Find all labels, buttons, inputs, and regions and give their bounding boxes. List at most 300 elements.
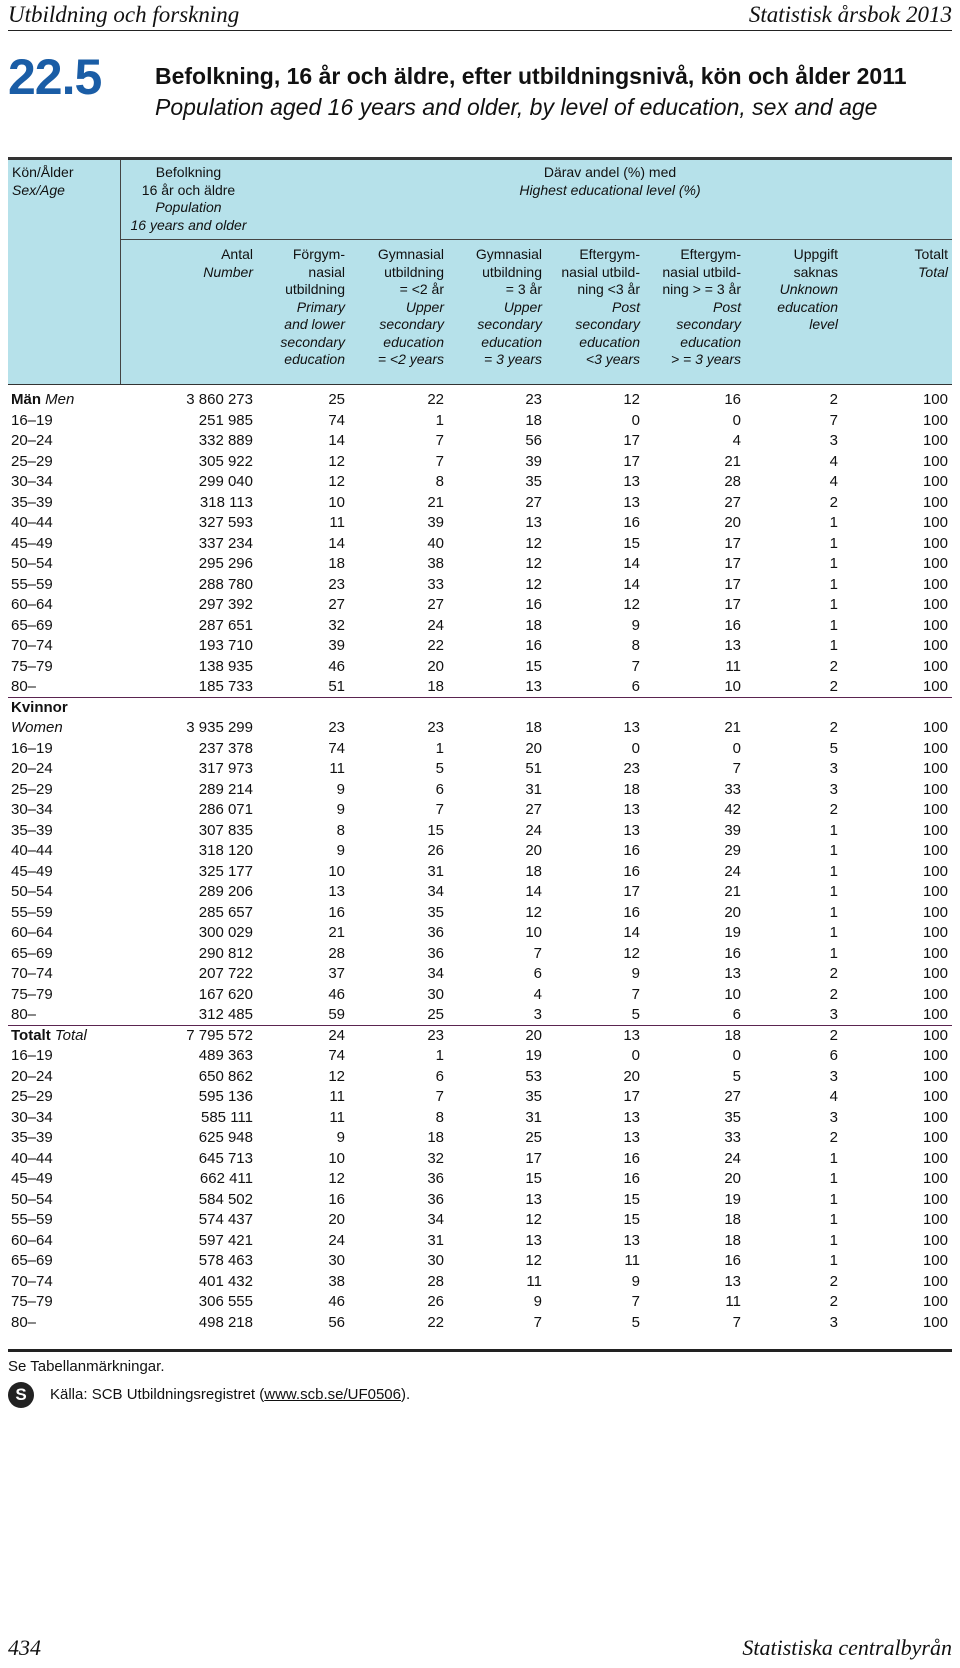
column-header-en-line: Primary bbox=[296, 298, 345, 315]
cell-percent: 1 bbox=[435, 739, 444, 757]
row-label: 35–39 bbox=[11, 493, 53, 511]
cell-percent: 74 bbox=[328, 411, 345, 429]
cell-percent: 5 bbox=[732, 1067, 741, 1085]
cell-percent: 3 bbox=[829, 1006, 838, 1023]
cell-percent: 6 bbox=[533, 965, 542, 982]
cell-percent: 21 bbox=[724, 452, 741, 470]
row-label bbox=[11, 1026, 87, 1047]
cell-percent: 15 bbox=[427, 821, 444, 839]
table-row bbox=[8, 534, 952, 555]
section-title: Utbildning och forskning bbox=[8, 2, 240, 27]
row-label: 65–69 bbox=[11, 944, 53, 962]
cell-number: 597 421 bbox=[198, 1231, 253, 1249]
cell-number: 167 620 bbox=[198, 985, 253, 1003]
cell-percent: 18 bbox=[623, 780, 640, 798]
cell-percent: 3 bbox=[829, 1108, 838, 1126]
cell-percent: 23 bbox=[525, 391, 542, 408]
cell-percent: 6 bbox=[435, 1067, 444, 1085]
cell-percent: 16 bbox=[525, 637, 542, 654]
cell-percent: 18 bbox=[525, 862, 542, 880]
table-row bbox=[8, 513, 952, 534]
cell-percent: 5 bbox=[435, 760, 444, 777]
cell-percent: 29 bbox=[724, 842, 741, 859]
table-row bbox=[8, 903, 952, 924]
cell-percent: 4 bbox=[829, 452, 838, 470]
cell-percent: 20 bbox=[525, 1026, 542, 1044]
cell-percent: 100 bbox=[922, 657, 948, 675]
column-header-sv-line: Uppgift bbox=[793, 246, 838, 262]
cell-percent: 100 bbox=[922, 719, 948, 736]
share-header-en: Highest educational level (%) bbox=[519, 181, 701, 198]
column-header bbox=[123, 246, 253, 281]
cell-percent: 23 bbox=[328, 575, 345, 593]
cell-percent: 1 bbox=[829, 616, 838, 634]
row-label: 16–19 bbox=[11, 411, 53, 429]
cell-number: 574 437 bbox=[198, 1211, 253, 1228]
row-label: 70–74 bbox=[11, 637, 53, 654]
cell-percent: 100 bbox=[922, 514, 948, 531]
cell-number: 289 214 bbox=[198, 780, 253, 798]
cell-percent: 19 bbox=[724, 1190, 741, 1208]
cell-percent: 18 bbox=[724, 1231, 741, 1249]
cell-percent: 13 bbox=[623, 1129, 640, 1146]
cell-percent: 34 bbox=[427, 883, 444, 900]
cell-percent: 39 bbox=[427, 514, 444, 531]
cell-percent: 3 bbox=[829, 760, 838, 777]
cell-percent: 23 bbox=[328, 719, 345, 736]
cell-percent: 5 bbox=[631, 1313, 640, 1331]
cell-percent: 100 bbox=[922, 862, 948, 880]
cell-percent: 1 bbox=[435, 411, 444, 429]
table-note: Se Tabellanmärkningar. bbox=[8, 1358, 165, 1375]
cell-number: 290 812 bbox=[198, 944, 253, 962]
cell-percent: 100 bbox=[922, 1047, 948, 1064]
cell-percent: 13 bbox=[724, 965, 741, 982]
cell-percent: 100 bbox=[922, 1252, 948, 1269]
cell-percent: 100 bbox=[922, 883, 948, 900]
cell-percent: 7 bbox=[435, 1088, 444, 1105]
page-number: 434 bbox=[8, 1635, 41, 1660]
column-header-en-line: > = 3 years bbox=[670, 351, 741, 367]
cell-percent: 6 bbox=[435, 780, 444, 798]
column-header-sv-line: utbildning bbox=[482, 263, 542, 280]
cell-percent: 2 bbox=[829, 1026, 838, 1044]
cell-percent: 9 bbox=[336, 780, 345, 798]
cell-percent: 2 bbox=[829, 391, 838, 408]
cell-number: 7 795 572 bbox=[186, 1026, 253, 1044]
row-label: 40–44 bbox=[11, 514, 53, 531]
page-footer bbox=[8, 1635, 952, 1661]
cell-percent: 10 bbox=[328, 493, 345, 511]
cell-percent: 20 bbox=[525, 842, 542, 859]
cell-percent: 12 bbox=[328, 452, 345, 470]
table-row bbox=[8, 1087, 952, 1108]
cell-percent: 100 bbox=[922, 555, 948, 572]
table-row bbox=[8, 1251, 952, 1272]
row-label: 55–59 bbox=[11, 903, 53, 921]
cell-percent: 51 bbox=[525, 760, 542, 777]
table-row bbox=[8, 718, 952, 739]
cell-percent: 17 bbox=[724, 555, 741, 572]
row-label: 60–64 bbox=[11, 924, 53, 941]
cell-percent: 12 bbox=[328, 1067, 345, 1085]
row-label: 40–44 bbox=[11, 842, 53, 859]
cell-percent: 100 bbox=[922, 411, 948, 429]
cell-percent: 13 bbox=[724, 637, 741, 654]
cell-percent: 100 bbox=[922, 575, 948, 593]
cell-percent: 16 bbox=[724, 944, 741, 962]
cell-percent: 46 bbox=[328, 1293, 345, 1310]
cell-percent: 100 bbox=[922, 493, 948, 511]
row-label: 70–74 bbox=[11, 965, 53, 982]
cell-number: 289 206 bbox=[198, 883, 253, 900]
row-label: 80– bbox=[11, 1313, 37, 1331]
column-header-sv-line: Eftergym- bbox=[680, 246, 741, 262]
cell-percent: 12 bbox=[525, 575, 542, 593]
population-header-sv2: 16 år och äldre bbox=[141, 181, 236, 198]
cell-percent: 34 bbox=[427, 965, 444, 982]
cell-percent: 17 bbox=[525, 1149, 542, 1167]
cell-percent: 1 bbox=[829, 883, 838, 900]
cell-percent: 7 bbox=[435, 432, 444, 449]
cell-percent: 11 bbox=[725, 1293, 741, 1310]
cell-percent: 35 bbox=[525, 1088, 542, 1105]
table-row bbox=[8, 616, 952, 637]
stub-header bbox=[12, 164, 73, 199]
cell-percent: 30 bbox=[427, 985, 444, 1003]
row-label: 30–34 bbox=[11, 801, 53, 818]
source-prefix: Källa: SCB Utbildningsregistret ( bbox=[50, 1385, 265, 1403]
cell-percent: 12 bbox=[525, 1211, 542, 1228]
cell-number: 288 780 bbox=[198, 575, 253, 593]
row-label: 65–69 bbox=[11, 1252, 53, 1269]
cell-percent: 100 bbox=[922, 1190, 948, 1208]
cell-percent: 25 bbox=[427, 1006, 444, 1023]
row-label bbox=[11, 390, 74, 411]
cell-percent: 15 bbox=[525, 657, 542, 675]
cell-percent: 5 bbox=[631, 1006, 640, 1023]
row-label: 80– bbox=[11, 678, 37, 695]
group-label-sv: Kvinnor bbox=[11, 698, 68, 716]
cell-percent: 11 bbox=[624, 1252, 640, 1269]
cell-percent: 18 bbox=[427, 678, 444, 695]
cell-percent: 100 bbox=[922, 903, 948, 921]
cell-percent: 100 bbox=[922, 1026, 948, 1044]
cell-percent: 34 bbox=[427, 1211, 444, 1228]
table-number: 22.5 bbox=[8, 49, 102, 105]
column-header-sv-line: nasial utbild- bbox=[561, 263, 640, 280]
cell-percent: 2 bbox=[829, 1272, 838, 1290]
cell-percent: 33 bbox=[724, 1129, 741, 1146]
column-header-sv-line: Gymnasial bbox=[377, 246, 444, 262]
cell-percent: 100 bbox=[922, 1170, 948, 1187]
cell-percent: 18 bbox=[724, 1211, 741, 1228]
cell-percent: 21 bbox=[328, 924, 345, 941]
table-row bbox=[8, 636, 952, 657]
cell-percent: 100 bbox=[922, 1293, 948, 1310]
cell-number: 305 922 bbox=[198, 452, 253, 470]
column-header-en-line: secondary bbox=[477, 316, 542, 332]
cell-percent: 26 bbox=[427, 842, 444, 859]
cell-percent: 11 bbox=[329, 514, 345, 531]
table-row bbox=[8, 1149, 952, 1170]
column-header-en-line: Post bbox=[712, 298, 741, 315]
cell-percent: 20 bbox=[525, 739, 542, 757]
cell-percent: 1 bbox=[829, 821, 838, 839]
cell-percent: 17 bbox=[623, 883, 640, 900]
cell-percent: 0 bbox=[732, 739, 741, 757]
table-row bbox=[8, 1292, 952, 1313]
cell-percent: 19 bbox=[724, 924, 741, 941]
cell-percent: 36 bbox=[427, 1170, 444, 1187]
cell-percent: 22 bbox=[427, 637, 444, 654]
cell-number: 207 722 bbox=[198, 965, 253, 982]
row-label: 25–29 bbox=[11, 780, 53, 798]
cell-percent: 27 bbox=[724, 493, 741, 511]
table-row bbox=[8, 985, 952, 1006]
cell-percent: 17 bbox=[623, 452, 640, 470]
cell-percent: 13 bbox=[525, 1190, 542, 1208]
table-header bbox=[8, 157, 952, 385]
cell-percent: 31 bbox=[427, 1231, 444, 1249]
cell-percent: 21 bbox=[724, 719, 741, 736]
cell-percent: 27 bbox=[328, 596, 345, 613]
cell-number: 138 935 bbox=[198, 657, 253, 675]
cell-percent: 1 bbox=[829, 1231, 838, 1249]
cell-percent: 13 bbox=[328, 883, 345, 900]
row-label: 45–49 bbox=[11, 862, 53, 880]
column-header bbox=[447, 246, 542, 369]
cell-number: 489 363 bbox=[198, 1047, 253, 1064]
cell-percent: 46 bbox=[328, 985, 345, 1003]
table-row bbox=[8, 554, 952, 575]
cell-number: 625 948 bbox=[198, 1129, 253, 1146]
table-row bbox=[8, 1169, 952, 1190]
cell-percent: 16 bbox=[623, 862, 640, 880]
column-header-en-line: secondary bbox=[379, 316, 444, 332]
cell-percent: 10 bbox=[724, 678, 741, 695]
group-label-sv: Totalt bbox=[11, 1026, 51, 1044]
cell-percent: 36 bbox=[427, 1190, 444, 1208]
cell-percent: 16 bbox=[724, 1252, 741, 1269]
column-header-en-line: = 3 years bbox=[484, 351, 542, 367]
cell-percent: 1 bbox=[829, 534, 838, 552]
column-header-en-line: education bbox=[579, 333, 640, 350]
cell-percent: 9 bbox=[336, 801, 345, 818]
column-header-sv-line: Antal bbox=[221, 246, 253, 262]
source-suffix: ). bbox=[401, 1385, 411, 1403]
cell-percent: 18 bbox=[724, 1026, 741, 1044]
table-row bbox=[8, 1067, 952, 1088]
cell-percent: 16 bbox=[623, 1149, 640, 1167]
cell-percent: 21 bbox=[427, 493, 444, 511]
cell-percent: 100 bbox=[922, 821, 948, 839]
cell-percent: 13 bbox=[623, 1231, 640, 1249]
cell-number: 3 935 299 bbox=[186, 719, 253, 736]
group-label-sv: Män bbox=[11, 391, 41, 408]
cell-percent: 100 bbox=[922, 1231, 948, 1249]
cell-number: 650 862 bbox=[198, 1067, 253, 1085]
cell-percent: 4 bbox=[732, 432, 741, 449]
table-row bbox=[8, 1046, 952, 1067]
cell-percent: 100 bbox=[922, 739, 948, 757]
cell-percent: 100 bbox=[922, 985, 948, 1003]
table-row bbox=[8, 575, 952, 596]
cell-percent: 1 bbox=[829, 575, 838, 593]
cell-percent: 100 bbox=[922, 534, 948, 552]
cell-percent: 100 bbox=[922, 1006, 948, 1023]
table-row bbox=[8, 821, 952, 842]
row-label: 25–29 bbox=[11, 452, 53, 470]
cell-percent: 100 bbox=[922, 616, 948, 634]
table-title bbox=[155, 62, 945, 121]
cell-percent: 7 bbox=[732, 760, 741, 777]
cell-percent: 100 bbox=[922, 760, 948, 777]
cell-percent: 14 bbox=[623, 555, 640, 572]
cell-number: 325 177 bbox=[198, 862, 253, 880]
group-label-en: Women bbox=[11, 719, 63, 736]
cell-percent: 17 bbox=[724, 596, 741, 613]
column-header-en-line: secondary bbox=[280, 333, 345, 350]
column-header-en-line: Number bbox=[203, 263, 253, 280]
cell-percent: 6 bbox=[829, 1047, 838, 1064]
column-header-sv-line: = 3 år bbox=[505, 281, 542, 297]
cell-percent: 20 bbox=[724, 903, 741, 921]
cell-percent: 10 bbox=[525, 924, 542, 941]
cell-percent: 100 bbox=[922, 637, 948, 654]
cell-percent: 20 bbox=[724, 514, 741, 531]
cell-percent: 7 bbox=[732, 1313, 741, 1331]
cell-percent: 1 bbox=[829, 842, 838, 859]
table-row bbox=[8, 431, 952, 452]
cell-number: 285 657 bbox=[198, 903, 253, 921]
cell-percent: 14 bbox=[623, 924, 640, 941]
cell-percent: 15 bbox=[623, 1190, 640, 1208]
cell-percent: 8 bbox=[435, 1108, 444, 1126]
cell-percent: 17 bbox=[724, 575, 741, 593]
cell-percent: 25 bbox=[328, 391, 345, 408]
row-label: 20–24 bbox=[11, 1067, 53, 1085]
table-row bbox=[8, 452, 952, 473]
table-row bbox=[8, 862, 952, 883]
table-row bbox=[8, 780, 952, 801]
cell-percent: 18 bbox=[328, 555, 345, 572]
cell-percent: 4 bbox=[829, 473, 838, 490]
cell-percent: 3 bbox=[829, 1067, 838, 1085]
cell-percent: 19 bbox=[525, 1047, 542, 1064]
table-row bbox=[8, 944, 952, 965]
cell-percent: 16 bbox=[623, 842, 640, 859]
cell-percent: 16 bbox=[328, 903, 345, 921]
row-label: 70–74 bbox=[11, 1272, 53, 1290]
stub-header-en: Sex/Age bbox=[12, 181, 65, 198]
column-header-en-line: education bbox=[680, 333, 741, 350]
row-label: 35–39 bbox=[11, 821, 53, 839]
cell-percent: 7 bbox=[829, 411, 838, 429]
group-label-en: Total bbox=[54, 1026, 87, 1044]
cell-percent: 30 bbox=[328, 1252, 345, 1269]
cell-percent: 13 bbox=[623, 1108, 640, 1126]
column-header-en-line: education bbox=[481, 333, 542, 350]
cell-percent: 13 bbox=[623, 719, 640, 736]
cell-percent: 40 bbox=[427, 534, 444, 552]
cell-percent: 13 bbox=[525, 1231, 542, 1249]
cell-percent: 5 bbox=[829, 739, 838, 757]
row-label: 50–54 bbox=[11, 883, 53, 900]
row-label: 45–49 bbox=[11, 534, 53, 552]
cell-number: 498 218 bbox=[198, 1313, 253, 1331]
column-header-sv-line: ning <3 år bbox=[577, 281, 640, 297]
cell-percent: 7 bbox=[631, 1293, 640, 1310]
column-header-en-line: education bbox=[383, 333, 444, 350]
cell-percent: 6 bbox=[631, 678, 640, 695]
cell-percent: 14 bbox=[328, 534, 345, 552]
cell-percent: 9 bbox=[631, 965, 640, 982]
cell-percent: 9 bbox=[631, 1272, 640, 1290]
row-label: 30–34 bbox=[11, 473, 53, 490]
cell-number: 318 120 bbox=[198, 842, 253, 859]
cell-percent: 59 bbox=[328, 1006, 345, 1023]
source-link[interactable]: www.scb.se/UF0506 bbox=[264, 1385, 401, 1403]
table-row bbox=[8, 677, 952, 698]
cell-percent: 7 bbox=[533, 944, 542, 962]
table-row bbox=[8, 390, 952, 411]
cell-percent: 18 bbox=[427, 1129, 444, 1146]
table-row bbox=[8, 1128, 952, 1149]
cell-percent: 36 bbox=[427, 944, 444, 962]
cell-percent: 16 bbox=[623, 1170, 640, 1187]
table-row bbox=[8, 1108, 952, 1129]
cell-percent: 10 bbox=[724, 985, 741, 1003]
cell-percent: 10 bbox=[328, 1149, 345, 1167]
table-row bbox=[8, 1005, 952, 1026]
population-header-sv1: Befolkning bbox=[155, 164, 222, 180]
cell-percent: 16 bbox=[623, 903, 640, 921]
column-header bbox=[349, 246, 444, 369]
row-label: 80– bbox=[11, 1006, 37, 1023]
row-label: 60–64 bbox=[11, 1231, 53, 1249]
cell-percent: 12 bbox=[328, 473, 345, 490]
cell-percent: 14 bbox=[623, 575, 640, 593]
cell-percent: 46 bbox=[328, 657, 345, 675]
source-line bbox=[8, 1382, 410, 1408]
cell-percent: 11 bbox=[329, 1108, 345, 1126]
column-header-sv-line: nasial bbox=[308, 263, 345, 280]
cell-percent: 0 bbox=[631, 739, 640, 757]
cell-percent: 27 bbox=[427, 596, 444, 613]
cell-percent: 51 bbox=[328, 678, 345, 695]
table-row bbox=[8, 882, 952, 903]
table-row bbox=[8, 964, 952, 985]
column-header-en-line: Unknown bbox=[779, 281, 838, 297]
share-header-sv: Därav andel (%) med bbox=[543, 164, 677, 180]
cell-percent: 2 bbox=[829, 657, 838, 675]
cell-percent: 9 bbox=[631, 616, 640, 634]
cell-percent: 0 bbox=[631, 1047, 640, 1064]
cell-percent: 7 bbox=[435, 801, 444, 818]
table-row bbox=[8, 411, 952, 432]
cell-percent: 38 bbox=[328, 1272, 345, 1290]
cell-percent: 8 bbox=[631, 637, 640, 654]
table-row bbox=[8, 800, 952, 821]
row-label: 60–64 bbox=[11, 596, 53, 613]
column-header-en-line: education bbox=[284, 351, 345, 367]
cell-percent: 2 bbox=[829, 719, 838, 736]
column-header-en-line: and lower bbox=[284, 316, 345, 332]
cell-number: 286 071 bbox=[198, 801, 253, 818]
cell-percent: 11 bbox=[526, 1272, 542, 1290]
table-row bbox=[8, 698, 952, 719]
